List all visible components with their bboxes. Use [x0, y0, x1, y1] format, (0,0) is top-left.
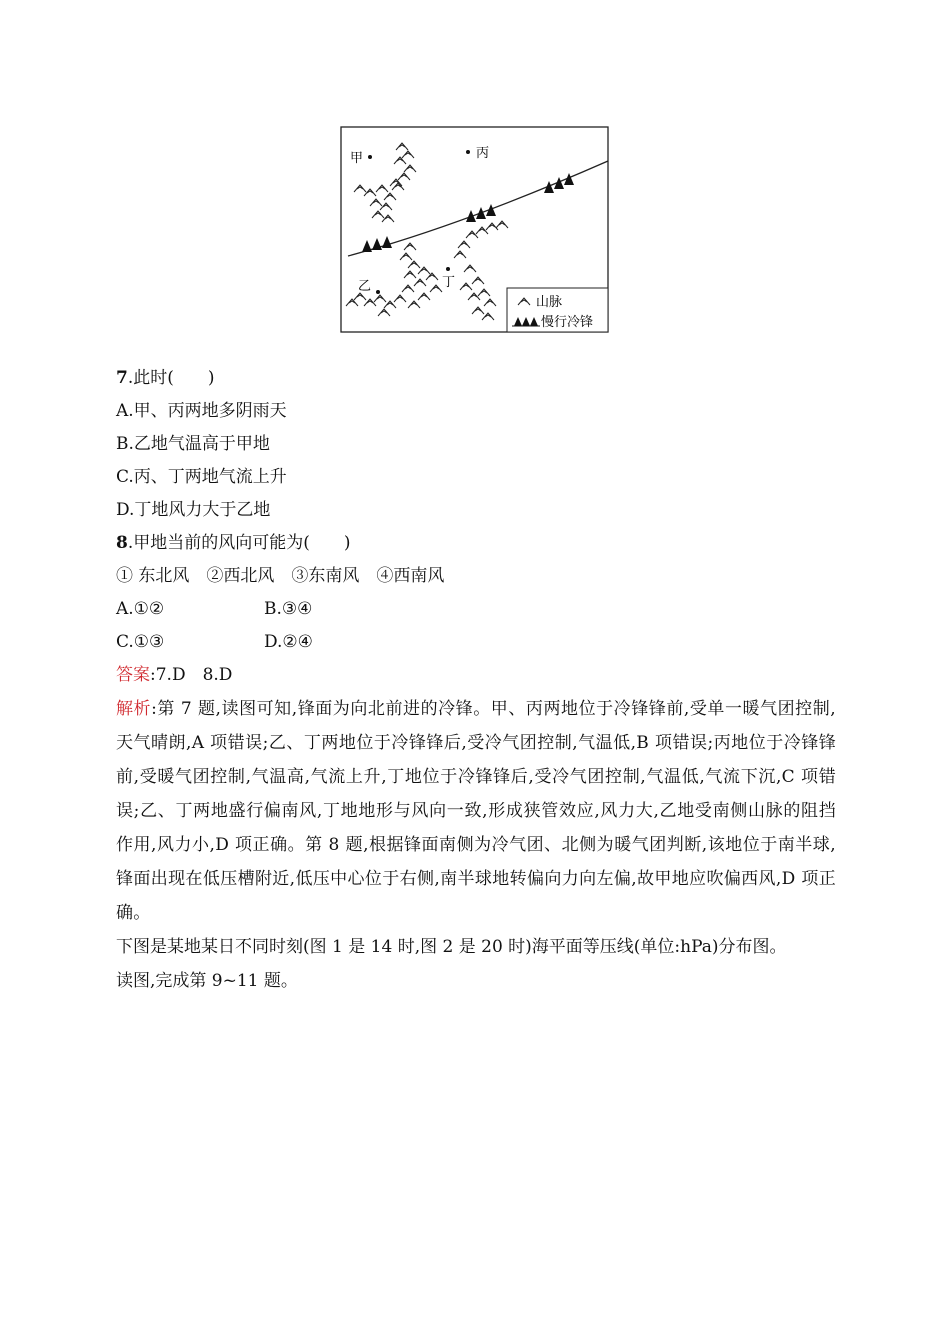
- q7-option-c: C.丙、丁两地气流上升: [116, 467, 287, 487]
- jia-point: [368, 155, 372, 159]
- legend-mountain-label: 山脉: [536, 295, 563, 310]
- q7-option-d: D.丁地风力大于乙地: [116, 500, 271, 520]
- ding-point: [446, 267, 450, 271]
- answer-text: :7.D 8.D: [150, 665, 233, 685]
- answer-line: [116, 659, 836, 692]
- q8-option-c: C.①③: [116, 632, 165, 652]
- label-jia: 甲: [350, 151, 364, 166]
- label-ding: 丁: [442, 275, 456, 290]
- question-content: [116, 362, 836, 998]
- q8-option-d: D.②④: [264, 632, 313, 652]
- intro-line-1: 下图是某地某日不同时刻(图 1 是 14 时,图 2 是 20 时)海平面等压线(单位:hPa)分布图。: [116, 937, 787, 957]
- q7-number: 7: [116, 368, 128, 388]
- intro-line-2: 读图,完成第 9~11 题。: [116, 971, 298, 991]
- analysis-label: 解析: [116, 699, 152, 719]
- q8-option-b: B.③④: [264, 599, 313, 619]
- label-yi: 乙: [358, 279, 372, 294]
- yi-point: [376, 290, 380, 294]
- q7-stem: 7.此时( ): [116, 368, 215, 388]
- analysis-text: :第 7 题,读图可知,锋面为向北前进的冷锋。甲、丙两地位于冷锋锋前,受单一暖气团控制,天气晴朗,A 项错误;乙、丁两地位于冷锋锋后,受冷气团控制,气温低,B 项错误;丙地位于冷锋锋前,受暖气团控制,气温高,气流上升,丁地位于冷锋锋后,受冷气团控制,气温低,气流下沉,C 项错误;乙、丁两地盛行偏南风,丁地地形与风向一致,形成狭管效应,风力大,乙地受南侧山脉的阻挡作用,风力小,D 项正确。第 8 题,根据锋面南侧为冷气团、北侧为暖气团判断,该地位于南半球,锋面出现在低压槽附近,低压中心位于右侧,南半球地转偏向力向左偏,故甲地应吹偏西风,D 项正确。: [116, 699, 836, 923]
- front-map-figure: [340, 126, 610, 334]
- label-bing: 丙: [476, 146, 490, 161]
- analysis-paragraph: [116, 692, 836, 930]
- q8-stem: 8.甲地当前的风向可能为( ): [116, 533, 351, 553]
- front-map-svg: [340, 126, 610, 334]
- q8-options-row-2: [116, 626, 836, 659]
- legend-front-label: 慢行冷锋: [541, 315, 594, 330]
- q8-option-a: A.①②: [116, 599, 165, 619]
- q8-options-row-1: [116, 593, 836, 626]
- q8-items: ① 东北风 ②西北风 ③东南风 ④西南风: [116, 566, 445, 586]
- answer-label: 答案: [116, 665, 150, 685]
- next-section-intro: [116, 930, 836, 998]
- q7-option-b: B.乙地气温高于甲地: [116, 434, 270, 454]
- bing-point: [466, 150, 470, 154]
- q7-option-a: A.甲、丙两地多阴雨天: [116, 401, 287, 421]
- q8-number: 8: [116, 533, 128, 553]
